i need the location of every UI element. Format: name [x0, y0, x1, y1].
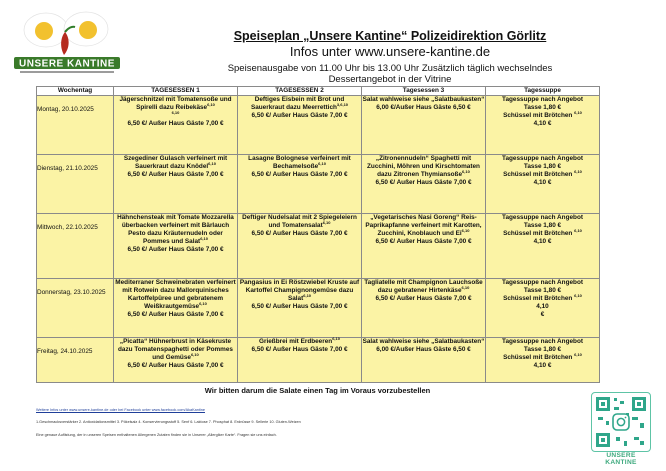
allergen-codes: 6,10 [332, 335, 340, 341]
meal2-cell [238, 214, 362, 279]
meal2-description [238, 214, 361, 230]
col-header-weekday: Wochentag [37, 87, 114, 96]
weekday-label: Donnerstag, 23.10.2025 [37, 289, 106, 297]
allergen-codes: 6,10 [190, 352, 199, 358]
soup-cup-price: Tasse 1,80 € [523, 104, 562, 112]
meal-text: Hähnchensteak mit Tomate Mozzarella überbacken verfeinert mit Bärlauch Pesto dazu Kräuternudeln oder Pommes und Salat [117, 214, 234, 246]
table-row [37, 338, 600, 383]
soup-bowl-text: Schüssel mit Brötchen [503, 354, 573, 362]
allergen-codes: 6,10 [574, 352, 582, 358]
soup-cell [486, 214, 600, 279]
preorder-notice: Wir bitten darum die Salate einen Tag im Voraus vorzubestellen [204, 386, 431, 395]
meal1-description [114, 279, 237, 311]
table-row [37, 279, 600, 338]
table-row [37, 96, 600, 155]
soup-bowl-price: 4,10 € [533, 179, 552, 187]
soup-bowl-text: Schüssel mit Brötchen [503, 112, 573, 120]
meal-text: Jägerschnitzel mit Tomatensoße und Spirelli dazu Reibekäse [119, 96, 232, 112]
allergen-codes: 6,10 [199, 301, 207, 307]
soup-bowl-line [486, 230, 599, 238]
allergen-codes: 6,10 [574, 169, 582, 175]
meal-price: 6,50 €/ Außer Haus Gäste 7,00 € [375, 238, 472, 246]
meal2-description [238, 335, 361, 346]
dessert-line: Dessertangebot in der Vitrine [328, 74, 452, 85]
weekday-label: Dienstag, 21.10.2025 [37, 165, 98, 173]
meal3-description [362, 155, 485, 179]
hours-line: Speisenausgabe von 11.00 Uhr bis 13.00 Uhr Zusätzlich täglich wechselndes [227, 63, 553, 74]
allergen-codes: 6,10 [200, 236, 208, 242]
meal-text: Mediterraner Schweinebraten verfeinert mit Rotwein dazu Mallorquinisches Kartoffelpüree und gebratenem Weißkrautgemüse [115, 279, 236, 311]
meal1-description [114, 338, 237, 362]
soup-cell [486, 338, 600, 383]
weekday-cell [37, 279, 114, 338]
meal-price: 6,00 €/Außer Haus Gäste 6,50 € [376, 104, 471, 112]
meal-text: Szegediner Gulasch verfeinert mit Sauerkraut dazu Knödel [123, 155, 228, 171]
soup-bowl-price: 4,10 [536, 303, 549, 311]
weekday-label: Mittwoch, 22.10.2025 [37, 224, 98, 232]
meal3-cell [362, 279, 486, 338]
page-title: Speiseplan „Unsere Kantine“ Polizeidirektion Görlitz [233, 29, 547, 43]
footer-links[interactable]: Weitere Infos unter www.unsere-kantine.de oder bei Facebook unter www.facebook.com/AkaKantine [36, 408, 205, 412]
meal2-cell [238, 155, 362, 214]
footer-additives: 1.Geschmacksverstärker 2. Antioxidationsmittel 3. Pökelsalz 4. Konservierungsstoff 5. Senf 6. Laktose 7. Phosphat 8. Erdnüsse 9. Sellerie 10. Gluten-Weizen [36, 420, 301, 424]
meal3-cell [362, 338, 486, 383]
table-row [37, 214, 600, 279]
soup-bowl-line [486, 112, 599, 120]
allergen-codes: 6,10 [574, 293, 582, 299]
qr-brand-label: UNSERE KANTINE [605, 452, 637, 466]
meal-text: Deftiger Nudelsalat mit 2 Spiegeleiern und Tomatensalat [242, 214, 357, 230]
soup-currency: € [540, 311, 545, 319]
meal-price: 6,50 €/ Außer Haus Gäste 7,00 € [251, 112, 348, 120]
soup-title: Tagessuppe nach Angebot [502, 96, 583, 104]
soup-cell [486, 279, 600, 338]
meal-text: Lasagne Bolognese verfeinert mit Bechamelsoße [248, 155, 351, 171]
allergen-codes: 3,6,10 [336, 102, 349, 108]
allergen-codes: 6,10 [208, 161, 216, 167]
soup-bowl-price: 4,10 € [533, 362, 552, 370]
meal-price: 6,50 €/ Außer Haus Gäste 7,00 € [375, 179, 472, 187]
meal3-description [362, 338, 485, 346]
meal1-cell [114, 338, 238, 383]
meal-text: Salat wahlweise siehe „Salatbaukasten“ [362, 96, 485, 104]
soup-title: Tagessuppe nach Angebot [502, 279, 583, 287]
soup-title: Tagessuppe nach Angebot [502, 155, 583, 163]
soup-cup-price: Tasse 1,80 € [523, 346, 562, 354]
meal-text: „Vegetarisches Nasi Goreng“ Reis-Paprikapfanne verfeinert mit Karotten, Zucchini, Knoblauch und Ei [365, 214, 482, 238]
meal-price: 6,50 €/ Außer Haus Gäste 7,00 € [127, 120, 224, 128]
meal-text: „Zitronennudeln“ Spaghetti mit Zucchini, Möhren und Kirschtomaten dazu Zitronen Thymiansoße [367, 155, 480, 179]
meal-text: Deftiges Eisbein mit Brot und Sauerkraut dazu Meerrettich [250, 96, 345, 112]
meal-price: 6,50 €/ Außer Haus Gäste 7,00 € [127, 311, 224, 319]
weekday-cell [37, 214, 114, 279]
meal3-cell [362, 214, 486, 279]
allergen-codes: 6,10 [322, 220, 331, 226]
meal-text: Pangasius in Ei Röstzwiebel Kruste auf Kartoffel Champignongemüse dazu Salat [239, 279, 360, 303]
qr-code-icon[interactable] [591, 392, 651, 452]
col-header-meal2: TAGESESSEN 2 [238, 87, 362, 96]
allergen-codes: 6,10 [574, 110, 582, 116]
meal3-cell [362, 155, 486, 214]
soup-bowl-text: Schüssel mit Brötchen [503, 230, 573, 238]
meal-price: 6,50 €/ Außer Haus Gäste 7,00 € [127, 362, 224, 370]
soup-bowl-price: 4,10 € [533, 238, 552, 246]
meal3-description [362, 96, 485, 104]
website-line: Infos unter www.unsere-kantine.de [289, 44, 491, 59]
soup-bowl-price: 4,10 € [533, 120, 552, 128]
footer-allergens: Eine genaue Auflistung, der in unseren Speisen enthaltenen Allergenen Zutaten finden sie in Unserer „Allergiker Karte“. Fragen sie uns einfach. [36, 433, 277, 437]
soup-cup-price: Tasse 1,80 € [523, 222, 562, 230]
meal2-description [238, 96, 361, 112]
meal1-cell [114, 155, 238, 214]
weekday-label: Freitag, 24.10.2025 [37, 348, 93, 356]
meal-text: Grießbrei mit Erdbeeren [259, 338, 333, 346]
meal-price: 6,00 €/Außer Haus Gäste 6,50 € [376, 346, 471, 354]
meal2-cell [238, 279, 362, 338]
soup-cup-price: Tasse 1,80 € [523, 163, 562, 171]
allergen-codes: 6,10 [461, 228, 470, 234]
meal2-description [238, 155, 361, 171]
soup-cell [486, 96, 600, 155]
meal3-description [362, 214, 485, 238]
meal-text: Tagliatelle mit Champignon Lauchsoße dazu gebratener Hirtenkäse [364, 279, 483, 295]
meal1-description [114, 96, 237, 120]
soup-cup-price: Tasse 1,80 € [523, 287, 562, 295]
meal-text: „Picatta“ Hühnerbrust in Käsekruste dazu Tomatenspaghetti oder Pommes und Gemüse [118, 338, 233, 362]
kantine-logo [8, 2, 126, 78]
meal3-description [362, 279, 485, 295]
menu-table [36, 86, 600, 383]
weekday-cell [37, 338, 114, 383]
meal2-description [238, 279, 361, 303]
meal-price: 6,50 €/ Außer Haus Gäste 7,00 € [251, 346, 348, 354]
allergen-codes: 6,10 [462, 169, 470, 175]
meal1-description [114, 155, 237, 171]
meal2-cell [238, 96, 362, 155]
col-header-soup: Tagessuppe [486, 87, 600, 96]
col-header-meal1: TAGESESSEN 1 [114, 87, 238, 96]
soup-bowl-text: Schüssel mit Brötchen [503, 171, 573, 179]
weekday-label: Montag, 20.10.2025 [37, 106, 94, 114]
meal1-cell [114, 96, 238, 155]
soup-bowl-line [486, 295, 599, 303]
soup-cell [486, 155, 600, 214]
meal-text: Salat wahlweise siehe „Salatbaukasten“ [362, 338, 485, 346]
table-row [37, 155, 600, 214]
meal-price: 6,50 €/ Außer Haus Gäste 7,00 € [251, 303, 348, 311]
allergen-codes: 6,10 [207, 102, 215, 108]
meal1-description [114, 214, 237, 246]
weekday-cell [37, 96, 114, 155]
soup-title: Tagessuppe nach Angebot [502, 338, 583, 346]
meal1-cell [114, 279, 238, 338]
meal-price: 6,50 €/ Außer Haus Gäste 7,00 € [251, 230, 348, 238]
allergen-codes: 6,10 [574, 228, 582, 234]
allergen-codes: 6,10 [318, 161, 326, 167]
soup-bowl-text: Schüssel mit Brötchen [503, 295, 573, 303]
meal-price: 6,50 €/ Außer Haus Gäste 7,00 € [127, 246, 224, 254]
meal3-cell [362, 96, 486, 155]
hours-info [130, 63, 650, 85]
soup-title: Tagessuppe nach Angebot [502, 214, 583, 222]
allergen-codes: 6,10 [461, 285, 470, 291]
logo-text: UNSERE KANTINE [19, 58, 115, 70]
meal2-cell [238, 335, 362, 383]
meal-price: 6,50 €/ Außer Haus Gäste 7,00 € [127, 171, 224, 179]
meal-price: 6,50 €/ Außer Haus Gäste 7,00 € [375, 295, 472, 303]
soup-bowl-line [486, 354, 599, 362]
weekday-cell [37, 155, 114, 214]
col-header-meal3: Tagesessen 3 [362, 87, 486, 96]
allergen-codes: 6,10 [171, 110, 180, 116]
soup-bowl-line [486, 171, 599, 179]
allergen-codes: 6,10 [303, 293, 312, 299]
meal-price: 6,50 €/ Außer Haus Gäste 7,00 € [251, 171, 348, 179]
table-header-row [37, 87, 600, 96]
meal1-cell [114, 214, 238, 279]
